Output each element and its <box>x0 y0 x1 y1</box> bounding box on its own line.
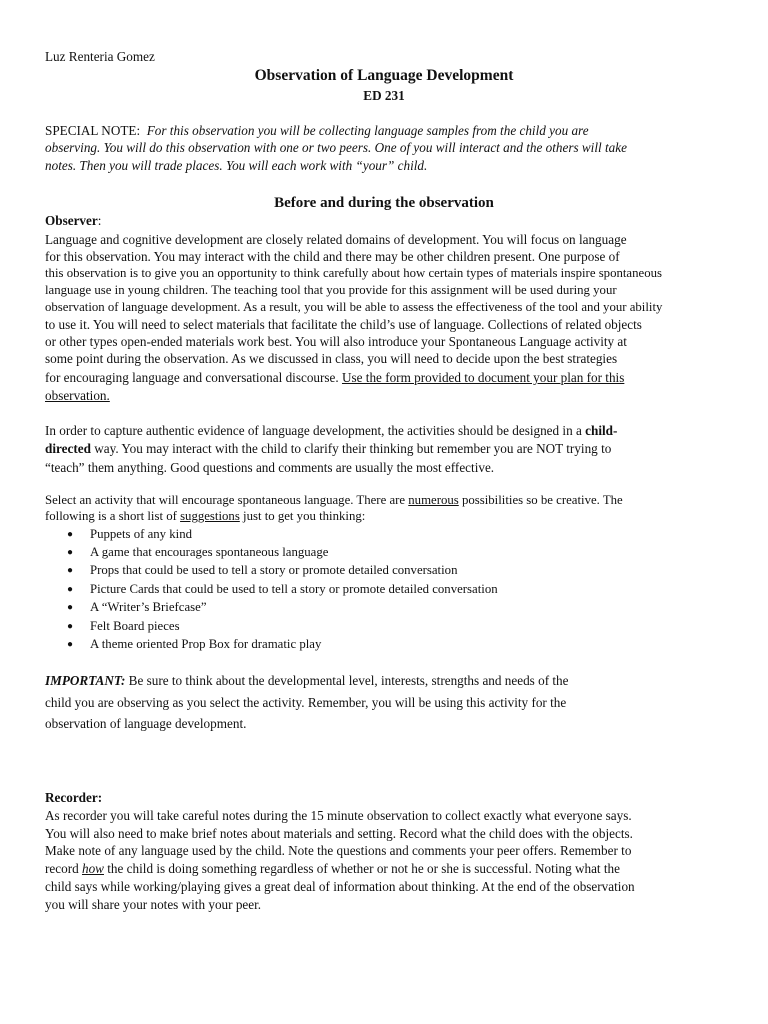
bullet-icon: ● <box>67 602 74 613</box>
important-label: IMPORTANT: <box>45 673 126 688</box>
authentic-line-3: “teach” them anything. Good questions and comments are usually the most effective. <box>45 460 495 475</box>
special-note-line-3: notes. Then you will trade places. You will each work with “your” child. <box>45 158 428 173</box>
form-link-text: Use the form provided to document your plan for this <box>341 370 625 385</box>
observer-heading: Observer: <box>45 213 102 228</box>
observer-line-4: language use in young children. The teaching tool that you provide for this assignment will be used during your <box>45 283 617 297</box>
recorder-line-5: child says while working/playing gives a great deal of information about thinking. At the end of the observation <box>45 879 635 894</box>
observer-line-10: observation. <box>45 388 110 403</box>
author-name: Luz Renteria Gomez <box>45 49 155 64</box>
authentic-line-2: directed way. You may interact with the child to clarify their thinking but remember you are NOT trying to <box>45 441 612 456</box>
observer-line-1: Language and cognitive development are closely related domains of development. You will focus on language <box>45 232 627 247</box>
bullet-icon: ● <box>67 621 74 632</box>
course-code: ED 231 <box>363 88 405 103</box>
recorder-line-1: As recorder you will take careful notes during the 15 minute observation to collect exactly what everyone says. <box>45 808 632 823</box>
recorder-line-4: record how the child is doing something regardless of whether or not he or she is successful. Noting what the <box>45 861 621 876</box>
section-heading: Before and during the observation <box>274 195 494 211</box>
bullet-icon: ● <box>67 639 74 650</box>
recorder-line-3: Make note of any language used by the child. Note the questions and comments your peer offers. Remember to <box>45 843 632 858</box>
recorder-line-6: you will share your notes with your peer. <box>45 897 262 912</box>
bullet-icon: ● <box>67 565 74 576</box>
observer-line-5: observation of language development. As a result, you will be able to assess the effectiveness of the tool and your ability <box>45 300 663 314</box>
observer-line-8: some point during the observation. As we discussed in class, you will need to decide upon the best strategies <box>45 351 618 366</box>
document-page: Luz Renteria Gomez Observation of Language Development ED 231 SPECIAL NOTE: For this observation you will be collecting language samples from the child you are observing. You will do this observation with one or two peers. One of you will interact and the others will take notes. Then you will trade places. You will each work with “your” child. Before and during the observation Observer: Language and cognitive development are closely related domains of development. You will focus on language for this observation. You may interact with the child and there may be other children present. One purpose of this observation is to give you an opportunity to think carefully about how certain types of materials inspire spontaneous language use in young children. The teaching tool that you provide for this assignment will be used during your observation of language development. As a result, you will be able to assess the effectiveness of the tool and your ability to use it. You will need to select materials that facilitate the child’s use of language. Collections of related objects or other types open-ended materials work best. You will also introduce your Spontaneous Language activity at some point during the observation. As we discussed in class, you will need to decide upon the best strategies for encouraging language and conversational discourse. Use the form provided to document your plan for this observation. In order to capture authentic evidence of language development, the activities should be designed in a child- directed way. You may interact with the child to clarify their thinking but remember you are NOT trying to “teach” them anything. Good questions and comments are usually the most effective. Select an activity that will encourage spontaneous language. There are numerous possibilities so be creative. The following is a short list of suggestions just to get you thinking: ● Puppets of any kind ● A game that encourages spontaneous language ● Props that could be used to tell a story or promote detailed conversation ● Picture Cards that could be used to tell a story or promote detailed conversation ● A “Writer’s Briefcase” ● Felt Board pieces ● A theme oriented Prop Box for dramatic play IMPORTANT: Be sure to think about the developmental level, interests, strengths and needs of the child you are observing as you select the activity. Remember, you will be using this activity for the observation of language development. Recorder: As recorder you will take careful notes during the 15 minute observation to collect exactly what everyone says. You will also need to make brief notes about materials and setting. Record what the child does with the objects. Make note of any language used by the child. Note the questions and comments your peer offers. Remember to record how the child is doing something regardless of whether or not he or she is successful. Noting what the child says while working/playing gives a great deal of information about thinking. At the end of the observation you will share your notes with your peer. <box>0 0 768 1024</box>
observer-line-6: to use it. You will need to select materials that facilitate the child’s use of language. Collections of related objects <box>45 317 642 332</box>
important-line-3: observation of language development. <box>45 716 247 731</box>
recorder-line-2: You will also need to make brief notes about materials and setting. Record what the child does with the objects. <box>45 826 633 841</box>
special-note-label: SPECIAL NOTE: <box>45 123 141 138</box>
observer-line-7: or other types open-ended materials work best. You will also introduce your Spontaneous Language activity at <box>45 334 627 349</box>
important-line-2: child you are observing as you select the activity. Remember, you will be using this activity for the <box>45 695 567 710</box>
special-note-line-2: observing. You will do this observation with one or two peers. One of you will interact and the others will take <box>45 140 627 155</box>
bullet-icon: ● <box>67 584 74 595</box>
recorder-heading: Recorder: <box>45 790 103 805</box>
authentic-line-1: In order to capture authentic evidence of language development, the activities should be designed in a child- <box>45 423 618 438</box>
bullet-icon: ● <box>67 529 74 540</box>
important-line-1: IMPORTANT: Be sure to think about the developmental level, interests, strengths and needs of the <box>45 673 569 688</box>
select-line-1: Select an activity that will encourage spontaneous language. There are numerous possibilities so be creative. The <box>45 493 623 507</box>
select-line-2: following is a short list of suggestions just to get you thinking: <box>45 509 366 523</box>
page-title: Observation of Language Development <box>254 67 514 84</box>
observer-line-2: for this observation. You may interact with the child and there may be other children present. One purpose of <box>45 249 620 264</box>
bullet-icon: ● <box>67 547 74 558</box>
observer-line-9: for encouraging language and conversational discourse. Use the form provided to document your plan for this <box>45 370 625 385</box>
special-note-line-1: SPECIAL NOTE: For this observation you will be collecting language samples from the child you are <box>45 123 589 138</box>
observer-line-3: this observation is to give you an opportunity to think carefully about how certain types of materials inspire spontaneous <box>45 266 662 280</box>
